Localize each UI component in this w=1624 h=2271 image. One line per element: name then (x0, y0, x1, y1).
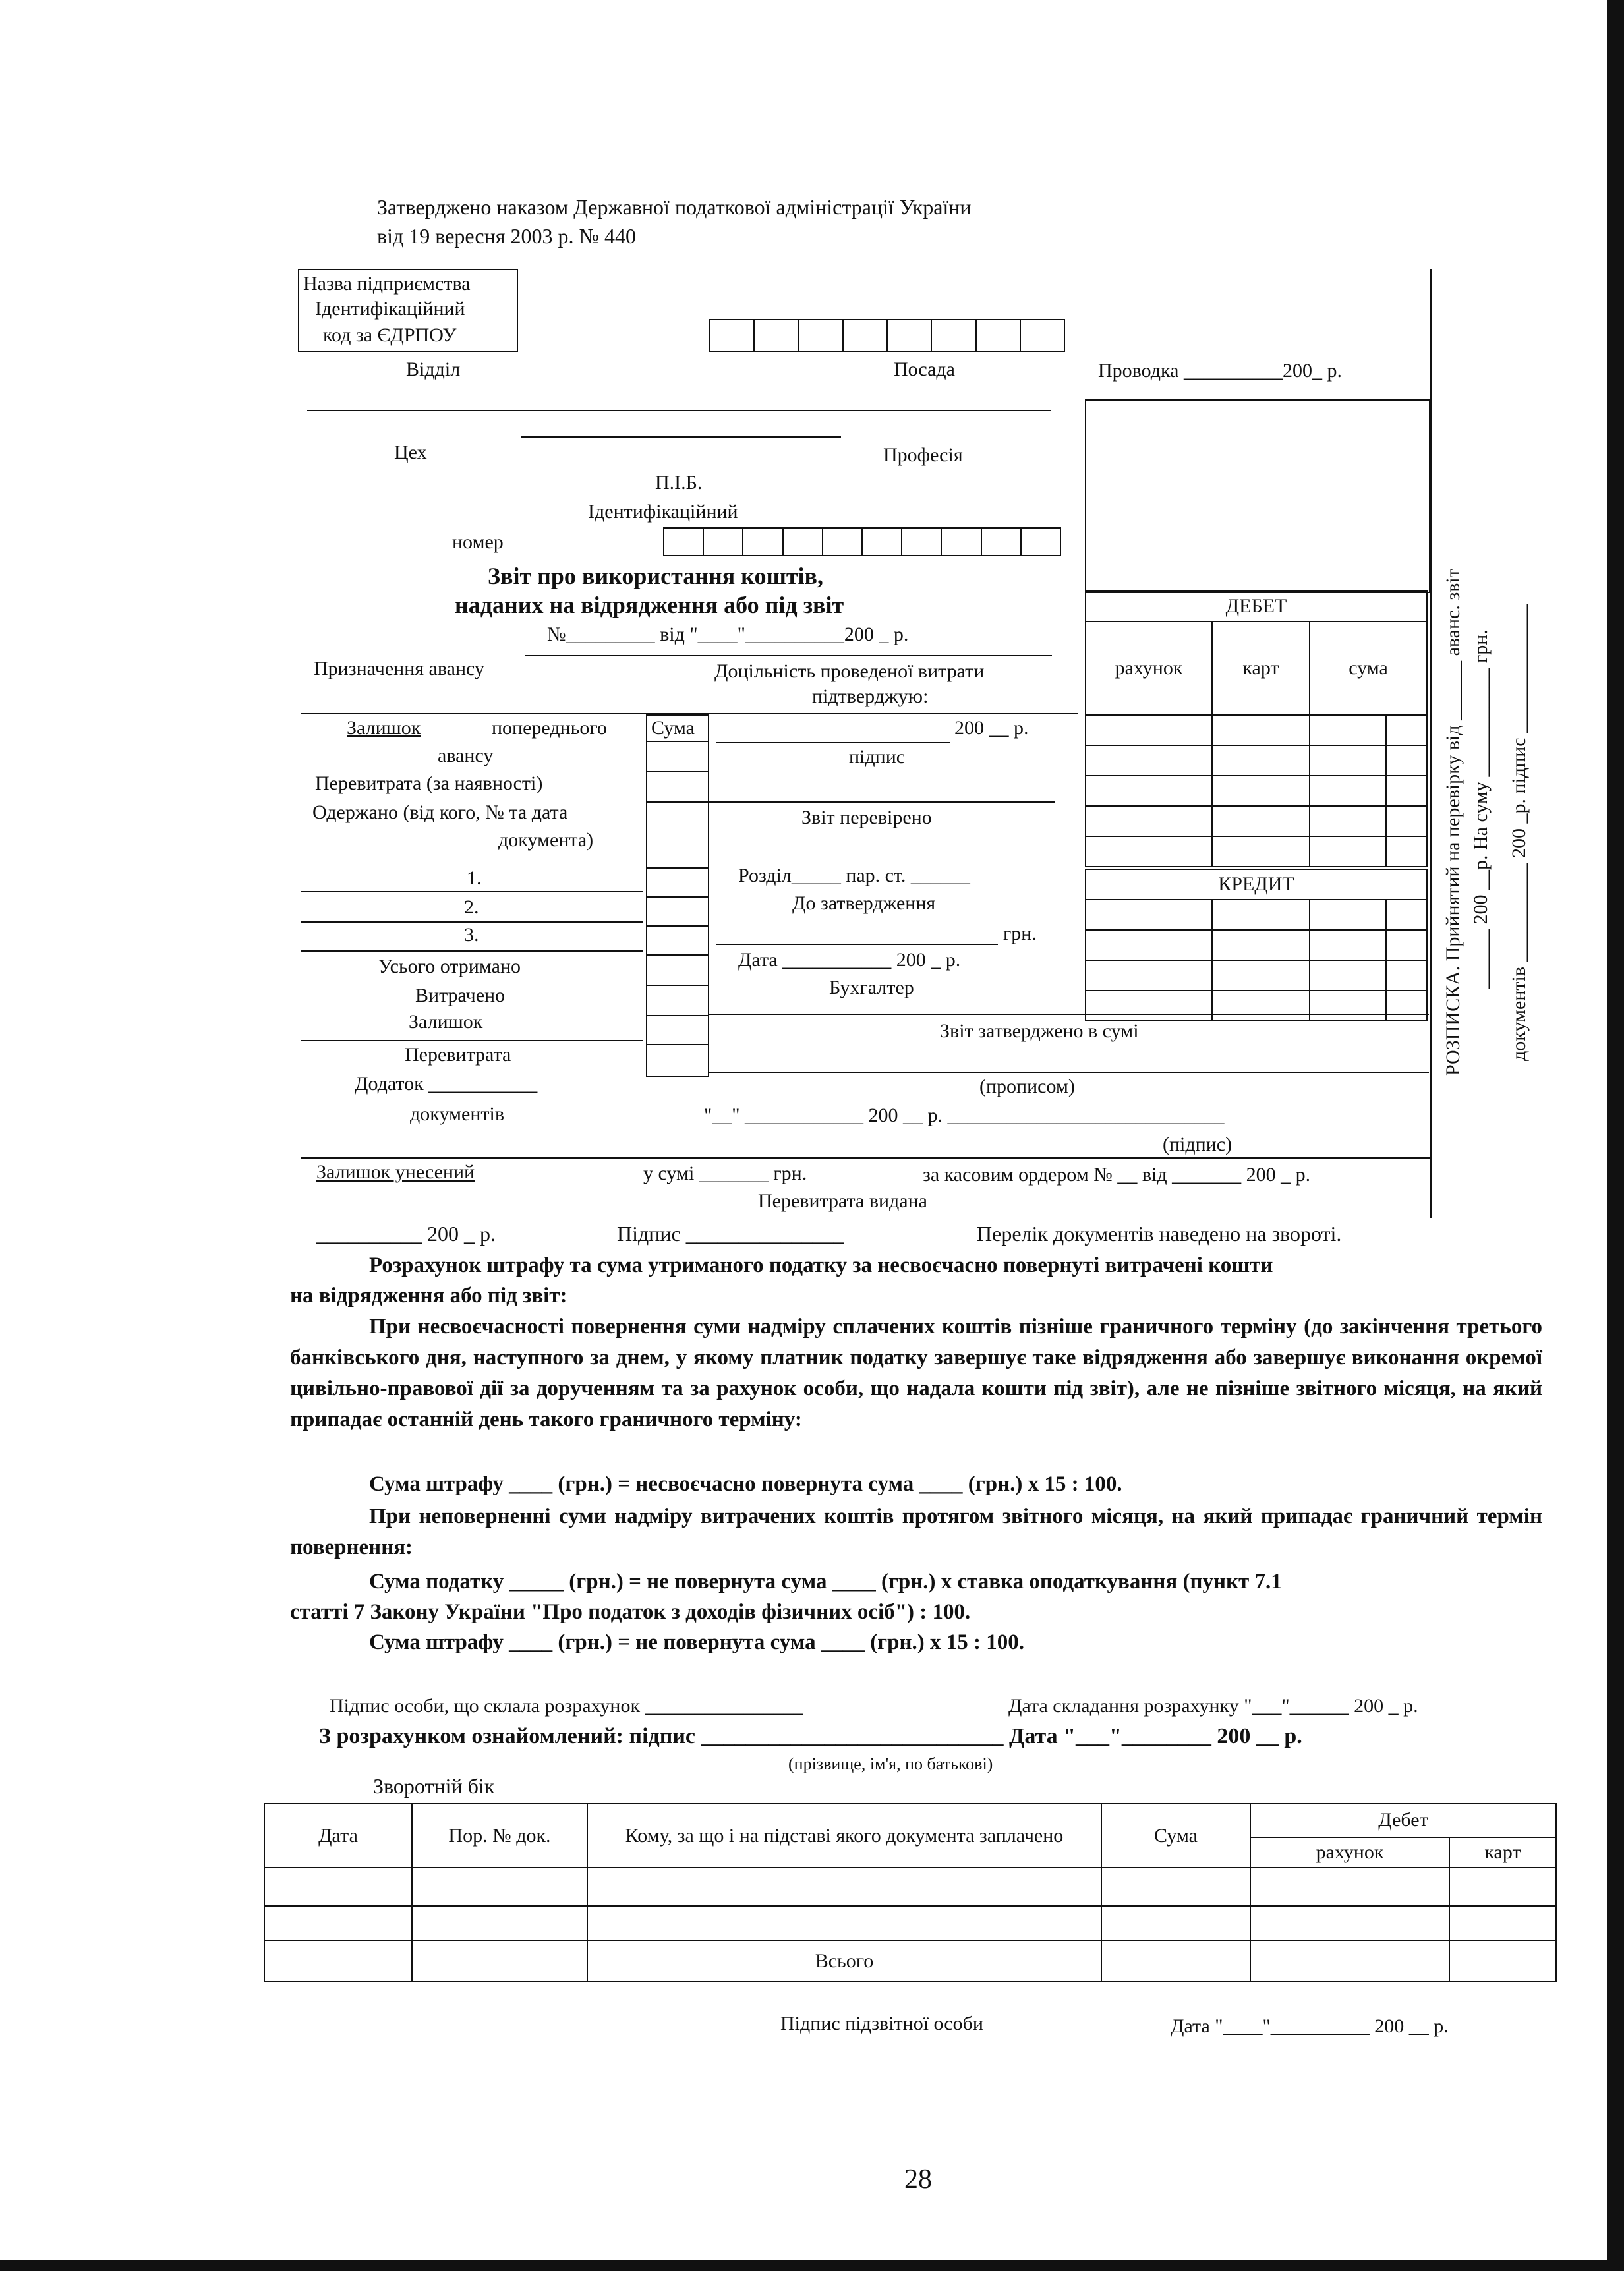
reverse-col-purpose: Кому, за що і на підставі якого документа заплачено (587, 1804, 1101, 1868)
reverse-cell (264, 1868, 412, 1906)
sum-column-box (646, 714, 709, 1077)
reverse-col-date: Дата (264, 1804, 412, 1868)
credit-cell (1212, 930, 1310, 960)
credit-header: КРЕДИТ (1086, 869, 1427, 900)
signature-2-label: (підпис) (1163, 1134, 1232, 1155)
reverse-title: Зворотній бік (373, 1774, 495, 1798)
reverse-cell (1101, 1868, 1250, 1906)
to-approve-label: До затвердження (792, 892, 936, 914)
reverse-col-sum: Сума (1101, 1804, 1250, 1868)
debit-col-account: рахунок (1086, 621, 1212, 715)
prev-balance-label: Залишок (347, 717, 421, 739)
report-number-underline (525, 655, 1052, 656)
sum-row-line (646, 867, 708, 869)
prev-balance-label-3: авансу (438, 745, 494, 766)
id-cell (823, 528, 862, 556)
position-label: Посада (894, 359, 955, 380)
reverse-total: Всього (587, 1941, 1101, 1982)
reverse-cell (587, 1868, 1101, 1906)
sum-row-line (646, 741, 708, 742)
debit-col-sum: сума (1310, 621, 1427, 715)
credit-cell (1386, 991, 1427, 1021)
row-2-line (301, 921, 643, 923)
reverse-cell (587, 1906, 1101, 1941)
sum-row-line (646, 801, 708, 803)
scan-edge-right (1607, 0, 1624, 2271)
accountant-label: Бухгалтер (829, 977, 914, 998)
total-received-label: Усього отримано (378, 956, 521, 977)
documents-label: документів (410, 1103, 504, 1125)
cash-order-label: за касовим ордером № __ від _______ 200 _ р. (923, 1164, 1311, 1186)
report-number-line: №_________ від "____"__________200 _ р. (547, 623, 909, 645)
debit-cell (1310, 776, 1386, 806)
checked-label: Звіт перевірено (801, 807, 932, 828)
approved-sum-label: Звіт затверджено в сумі (940, 1020, 1139, 1042)
debit-col-card: карт (1212, 621, 1310, 715)
reverse-cell (1101, 1906, 1250, 1941)
row-3-line (301, 950, 643, 952)
code-cell (1020, 320, 1064, 351)
debit-cell (1212, 776, 1310, 806)
made-by-signature: Підпис особи, що склала розрахунок ________________ (330, 1695, 803, 1717)
calc-paragraph-2 (290, 1501, 1542, 1563)
approve-sum-underline (716, 944, 998, 945)
code-cell (754, 320, 798, 351)
credit-cell (1310, 960, 1386, 991)
workshop-label: Цех (394, 442, 427, 463)
row-3-label: 3. (464, 924, 479, 946)
approved-sum-top-line (708, 1014, 1429, 1015)
sum-row-line (646, 1015, 708, 1016)
sum-row-line (646, 1044, 708, 1045)
deposited-label: Залишок унесений (316, 1161, 475, 1183)
debit-cell (1386, 836, 1427, 867)
id-cell (703, 528, 743, 556)
edrpou-code-cells (709, 319, 1065, 352)
approval-line-2: від 19 вересня 2003 р. № 440 (377, 224, 636, 248)
posting-box (1085, 399, 1430, 593)
advance-purpose-label: Призначення авансу (314, 658, 484, 679)
debit-cell (1086, 836, 1212, 867)
company-box-line-2: Ідентифікаційний (315, 298, 465, 320)
calc-date: Дата складання розрахунку "___"______ 200 _ р. (1008, 1695, 1418, 1717)
id-number-cells (663, 527, 1061, 556)
name-label: П.І.Б. (655, 472, 703, 494)
id-cell (664, 528, 703, 556)
fio-caption: (прізвище, ім'я, по батькові) (788, 1754, 993, 1773)
report-title-line-1: Звіт про використання коштів, (488, 563, 823, 589)
receipt-text-2: ______ 200 __р. На суму ___________ грн. (1470, 629, 1492, 989)
sum-row-line (646, 925, 708, 927)
report-title-line-2: наданих на відрядження або під звіт (455, 592, 844, 618)
approved-sum-underline (708, 1072, 1429, 1073)
sum-row-line (646, 771, 708, 772)
reverse-cell (264, 1941, 412, 1982)
row-2-label: 2. (464, 896, 479, 918)
section-line: Розділ_____ пар. ст. ______ (738, 865, 970, 886)
id-cell (743, 528, 782, 556)
id-cell (981, 528, 1021, 556)
credit-cell (1086, 930, 1212, 960)
credit-cell (1386, 960, 1427, 991)
credit-cell (1310, 991, 1386, 1021)
reverse-cell (1250, 1906, 1449, 1941)
debit-cell (1386, 776, 1427, 806)
code-cell (843, 320, 887, 351)
credit-cell (1386, 900, 1427, 930)
approve-date-2: "__" ____________ 200 __ р. ____________________________ (704, 1105, 1225, 1126)
credit-cell (1212, 900, 1310, 930)
code-cell (931, 320, 975, 351)
company-box-line-3: код за ЄДРПОУ (323, 324, 457, 346)
prev-balance-label-2: попереднього (492, 717, 607, 739)
reverse-cell (412, 1906, 587, 1941)
id-cell (1021, 528, 1060, 556)
code-cell (710, 320, 754, 351)
date-underline (716, 742, 950, 743)
credit-table (1085, 869, 1428, 1021)
debit-cell (1386, 715, 1427, 745)
reverse-col-debit: Дебет (1250, 1804, 1556, 1837)
sum-row-line (646, 954, 708, 956)
middle-divider (709, 801, 1055, 803)
debit-cell (1310, 715, 1386, 745)
debit-cell (1086, 806, 1212, 836)
reverse-col-docnum: Пор. № док. (412, 1804, 587, 1868)
in-sum-label: у сумі _______ грн. (643, 1163, 807, 1184)
validity-line-1: Доцільність проведеної витрати (714, 660, 985, 682)
page-number: 28 (904, 2164, 932, 2195)
sum-row-line (646, 985, 708, 986)
attachment-label: Додаток ___________ (355, 1073, 538, 1095)
debit-cell (1310, 745, 1386, 776)
reverse-subcol-card: карт (1449, 1837, 1556, 1868)
credit-cell (1086, 991, 1212, 1021)
formula-3: Сума штрафу ____ (грн.) = не повернута сума ____ (грн.) х 15 : 100. (369, 1630, 1024, 1654)
debit-cell (1212, 745, 1310, 776)
list-note: Перелік документів наведено на звороті. (977, 1222, 1342, 1246)
code-cell (976, 320, 1020, 351)
department-label: Відділ (406, 359, 461, 380)
in-words-label: (прописом) (979, 1076, 1075, 1097)
calc-heading-1: Розрахунок штрафу та сума утриманого податку за несвоєчасно повернуті витрачені кошти (369, 1253, 1273, 1277)
sum-row-line (646, 896, 708, 898)
scan-edge-bottom (0, 2260, 1624, 2271)
row-1-label: 1. (467, 867, 482, 889)
calc-paragraph-1 (290, 1311, 1542, 1435)
calc-paragraph-2-text: При неповерненні суми надміру витрачених коштів протягом звітного місяця, на який припадає граничний термін повернення: (290, 1505, 1542, 1559)
approve-date: Дата ___________ 200 _ р. (738, 949, 961, 971)
reverse-cell (1449, 1906, 1556, 1941)
overspent-label: Перевитрата (за наявності) (315, 772, 543, 794)
credit-cell (1212, 960, 1310, 991)
debit-cell (1212, 715, 1310, 745)
reverse-date: Дата "____"__________ 200 __ р. (1171, 2015, 1449, 2037)
receipt-text-1: РОЗПИСКА. Прийнятий на перевірку від ______ аванс. звіт (1442, 569, 1464, 1076)
overspend-issued-label: Перевитрата видана (758, 1190, 927, 1212)
posting-line: Проводка __________200_ р. (1098, 360, 1342, 382)
bottom-date: __________ 200 _ р. (316, 1222, 496, 1246)
id-cell (783, 528, 823, 556)
reverse-cell (1101, 1941, 1250, 1982)
calc-paragraph-1-text: При несвоєчасності повернення суми надміру сплачених коштів пізніше граничного терміну (до закінчення третього банківського дня, наступного за днем, у якому платник податку завершує таке відрядження або завершує виконання окремої цивільно-правової дії за дорученням та за рахунок особи, що надала кошти під звіт), але не пізніше звітного місяця, на який припадає останній день такого граничного терміну: (290, 1315, 1542, 1431)
profession-label: Професія (883, 444, 963, 466)
credit-cell (1310, 930, 1386, 960)
credit-cell (1212, 991, 1310, 1021)
formula-1: Сума штрафу ____ (грн.) = несвоєчасно повернута сума ____ (грн.) х 15 : 100. (369, 1472, 1122, 1496)
credit-cell (1086, 960, 1212, 991)
reverse-cell (1250, 1941, 1449, 1982)
reverse-signature: Підпис підзвітної особи (780, 2013, 983, 2034)
reverse-table (264, 1803, 1557, 1982)
debit-cell (1086, 776, 1212, 806)
reverse-cell (412, 1868, 587, 1906)
credit-cell (1086, 900, 1212, 930)
id-cell (862, 528, 902, 556)
debit-table (1085, 590, 1428, 867)
receipt-text-3: документів __________ 200 _р. підпис _____________ (1508, 604, 1530, 1061)
balance-line (301, 1040, 643, 1041)
middle-date: 200 __ р. (954, 717, 1029, 739)
reverse-cell (1449, 1868, 1556, 1906)
code-cell (799, 320, 843, 351)
approval-bottom-line (301, 1157, 1430, 1159)
id-label-2: номер (452, 531, 504, 553)
reverse-cell (264, 1906, 412, 1941)
row-1-line (301, 891, 643, 892)
debit-cell (1212, 806, 1310, 836)
credit-cell (1386, 930, 1427, 960)
formula-2a: Сума податку _____ (грн.) = не повернута сума ____ (грн.) х ставка оподаткування (пункт 7.1 (369, 1570, 1282, 1594)
reverse-subcol-account: рахунок (1250, 1837, 1449, 1868)
spent-label: Витрачено (415, 985, 506, 1006)
company-box-line-1: Назва підприємства (303, 273, 471, 295)
middle-signature: підпис (849, 746, 906, 768)
id-label-1: Ідентифікаційний (588, 501, 738, 523)
uah-label: грн. (1003, 923, 1037, 944)
acquainted-line: З розрахунком ознайомлений: підпис ___________________________ Дата "___"________ 200 __ р. (319, 1724, 1302, 1748)
department-underline (307, 410, 1051, 411)
bottom-signature: Підпис _______________ (617, 1222, 844, 1246)
debit-cell (1310, 836, 1386, 867)
id-cell (941, 528, 981, 556)
debit-cell (1212, 836, 1310, 867)
reverse-cell (412, 1941, 587, 1982)
received-label-1: Одержано (від кого, № та дата (312, 801, 568, 823)
validity-line-2: підтверджую: (812, 685, 929, 707)
debit-cell (1386, 806, 1427, 836)
balance-label: Залишок (409, 1011, 483, 1033)
received-label-2: документа) (498, 829, 594, 851)
calc-heading-2: на відрядження або під звіт: (290, 1284, 567, 1308)
debit-cell (1086, 745, 1212, 776)
debit-header: ДЕБЕТ (1086, 591, 1427, 621)
right-border-line (1430, 269, 1432, 1218)
debit-cell (1310, 806, 1386, 836)
reverse-cell (1449, 1941, 1556, 1982)
overspend-label: Перевитрата (405, 1044, 511, 1066)
reverse-cell (1250, 1868, 1449, 1906)
debit-cell (1386, 745, 1427, 776)
workshop-top-line (521, 436, 841, 438)
id-cell (902, 528, 941, 556)
approval-line-1: Затверджено наказом Державної податкової адміністрації України (377, 195, 972, 219)
sum-header: Сума (651, 717, 695, 739)
code-cell (887, 320, 931, 351)
credit-cell (1310, 900, 1386, 930)
debit-cell (1086, 715, 1212, 745)
formula-2b: статті 7 Закону України "Про податок з доходів фізичних осіб") : 100. (290, 1600, 971, 1624)
